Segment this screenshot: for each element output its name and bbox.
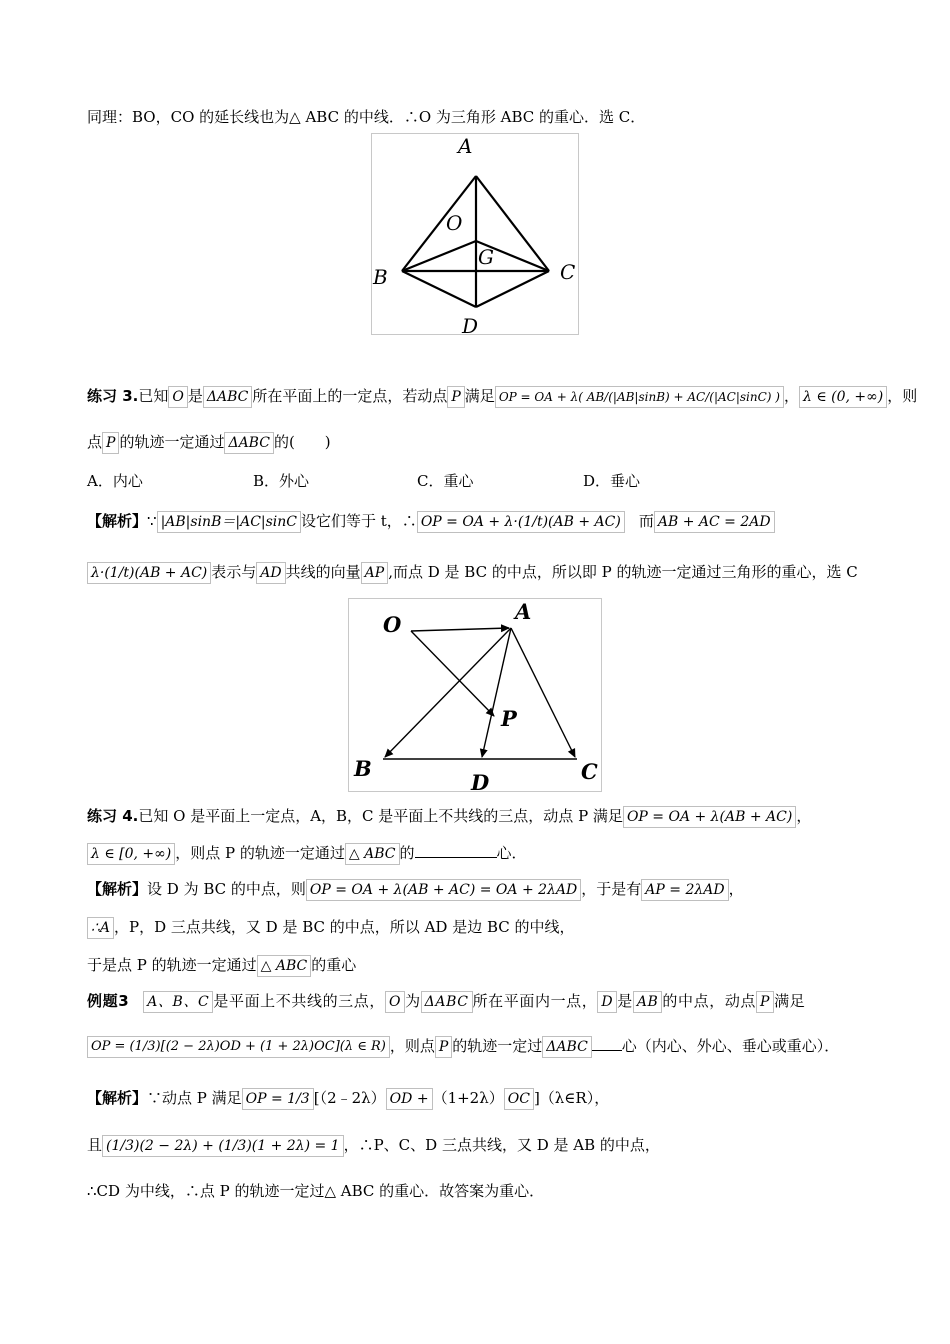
solution-label: 【解析】: [87, 512, 148, 530]
ex4-line-1: 练习 4.已知 O 是平面上一定点，A，B，C 是平面上不共线的三点，动点 P 满足 OP = OA + λ(AB + AC) ，: [87, 805, 811, 828]
math-op-formula: OP = OA + λ( AB/(|AB|sinB) + AC/(|AC|sinC) ): [495, 386, 784, 408]
math-p: P: [447, 386, 464, 408]
math-lambda-range: λ ∈ (0, +∞): [799, 386, 887, 408]
math-p: P: [756, 991, 774, 1013]
math-o: O: [168, 386, 187, 408]
math-triangle: ΔABC: [421, 991, 473, 1013]
math-triangle: ΔABC: [224, 432, 273, 454]
math-triangle: △ ABC: [257, 955, 312, 977]
ex3-line-1: 练习 3.已知 O 是 ΔABC 所在平面上的一定点，若动点 P 满足 OP = OA + λ( AB/(|AB|sinB) + AC/(|AC|sinC) ) ， λ ∈ (0, +∞) ，则: [87, 385, 917, 408]
ex4-solution-line-2: ∴A ，P，D 三点共线，又 D 是 BC 的中点，所以 AD 是边 BC 的中线，: [87, 916, 575, 939]
label-c: C: [560, 260, 576, 284]
example3-solution-line-1: 【解析】∵动点 P 满足 OP = 1/3 [（2﹣2λ） OD + （1+2λ） OC ]（λ∈R），: [87, 1087, 609, 1110]
math-equal-products: |AB|sinB＝|AC|sinC: [157, 511, 301, 533]
edge-cd: [476, 271, 549, 307]
math-lambda-over-t: λ·(1/t)(AB + AC): [87, 562, 211, 584]
label-b: B: [373, 265, 388, 289]
label-p: P: [501, 706, 517, 731]
math-od: OD +: [386, 1088, 433, 1110]
example3-line-2: OP = (1/3)[(2 − 2λ)OD + (1 + 2λ)OC](λ ∈ R) ，则点 P 的轨迹一定过 ΔABC 心（内心、外心、垂心或重心）．: [87, 1035, 839, 1058]
math-coefficient-sum: (1/3)(2 − 2λ) + (1/3)(1 + 2λ) = 1: [102, 1135, 344, 1157]
ex3-line-2: 点 P 的轨迹一定通过 ΔABC 的( ): [87, 431, 331, 454]
math-ap-2lambda-ad: AP = 2λAD: [641, 879, 728, 901]
vector-oa: [411, 628, 509, 631]
ex4-title: 练习 4.: [87, 807, 139, 825]
figure-2-diagram: [348, 598, 602, 792]
option-d: D．垂心: [583, 472, 641, 490]
vector-ab: [385, 628, 511, 757]
math-therefore-a: ∴A: [87, 917, 114, 939]
label-o: O: [383, 612, 402, 637]
math-op-over-t: OP = OA + λ·(1/t)(AB + AC): [417, 511, 625, 533]
answer-blank[interactable]: [592, 1036, 622, 1051]
label-a: A: [458, 134, 473, 158]
math-d: D: [597, 991, 617, 1013]
math-p: P: [435, 1036, 452, 1058]
math-op-expansion: OP = OA + λ(AB + AC) = OA + 2λAD: [306, 879, 581, 901]
math-ad: AD: [256, 562, 285, 584]
ex3-title: 练习 3.: [87, 387, 139, 405]
math-o: O: [385, 991, 405, 1013]
math-op-third: OP = 1/3: [242, 1088, 314, 1110]
option-c: C．重心: [417, 472, 474, 490]
math-p: P: [102, 432, 119, 454]
ex4-solution-line-3: 于是点 P 的轨迹一定通过 △ ABC 的重心: [87, 954, 356, 977]
label-d: D: [462, 314, 479, 334]
example3-title: 例题3: [87, 992, 130, 1010]
ex4-line-2: λ ∈ [0, +∞) ，则点 P 的轨迹一定通过 △ ABC 的 心．: [87, 842, 527, 865]
figure-1-diagram: [371, 133, 579, 335]
label-g: G: [478, 245, 494, 269]
label-c: C: [581, 759, 598, 784]
math-op-formula: OP = OA + λ(AB + AC): [623, 806, 796, 828]
example3-line-1: 例题3 A、B、C 是平面上不共线的三点， O 为 ΔABC 所在平面内一点， D 是 AB 的中点，动点 P 满足: [87, 990, 805, 1013]
math-triangle: △ ABC: [345, 843, 400, 865]
math-abc-points: A、B、C: [143, 991, 213, 1013]
math-triangle: ΔABC: [542, 1036, 591, 1058]
label-a: A: [515, 599, 532, 624]
option-b: B．外心: [253, 472, 310, 490]
math-oc: OC: [504, 1088, 534, 1110]
solution-label: 【解析】: [87, 880, 148, 898]
vector-ap: [482, 628, 511, 757]
option-a: A．内心: [87, 472, 143, 490]
intro-line: 同理：BO，CO 的延长线也为△ ABC 的中线．∴O 为三角形 ABC 的重心．选 C．: [87, 108, 646, 126]
ex4-solution-line-1: 【解析】设 D 为 BC 的中点，则 OP = OA + λ(AB + AC) = OA + 2λAD ，于是有 AP = 2λAD ，: [87, 878, 744, 901]
edge-bd: [402, 271, 476, 307]
math-ab: AB: [633, 991, 663, 1013]
solution-label: 【解析】: [87, 1089, 148, 1107]
label-d: D: [471, 770, 490, 791]
label-b: B: [354, 756, 372, 781]
answer-blank[interactable]: [415, 843, 497, 858]
math-op-combination: OP = (1/3)[(2 − 2λ)OD + (1 + 2λ)OC](λ ∈ R): [87, 1036, 390, 1058]
example3-solution-line-3: ∴CD 为中线，∴点 P 的轨迹一定过△ ABC 的重心．故答案为重心．: [87, 1182, 545, 1200]
vector-op: [411, 631, 494, 716]
ex3-solution-line-2: λ·(1/t)(AB + AC) 表示与 AD 共线的向量 AP ,而点 D 是 BC 的中点，所以即 P 的轨迹一定通过三角形的重心，选 C: [87, 561, 858, 584]
math-ab-ac-2ad: AB + AC = 2AD: [654, 511, 775, 533]
example3-solution-line-2: 且 (1/3)(2 − 2λ) + (1/3)(1 + 2λ) = 1 ，∴P、C、D 三点共线，又 D 是 AB 的中点，: [87, 1134, 660, 1157]
math-triangle: ΔABC: [203, 386, 252, 408]
math-lambda-range: λ ∈ [0, +∞): [87, 843, 175, 865]
math-ap: AP: [361, 562, 389, 584]
ex3-solution-line-1: 【解析】∵ |AB|sinB＝|AC|sinC 设它们等于 t，∴ OP = OA + λ·(1/t)(AB + AC) 而 AB + AC = 2AD: [87, 510, 775, 533]
vector-ac: [511, 628, 575, 757]
label-o: O: [446, 211, 463, 235]
